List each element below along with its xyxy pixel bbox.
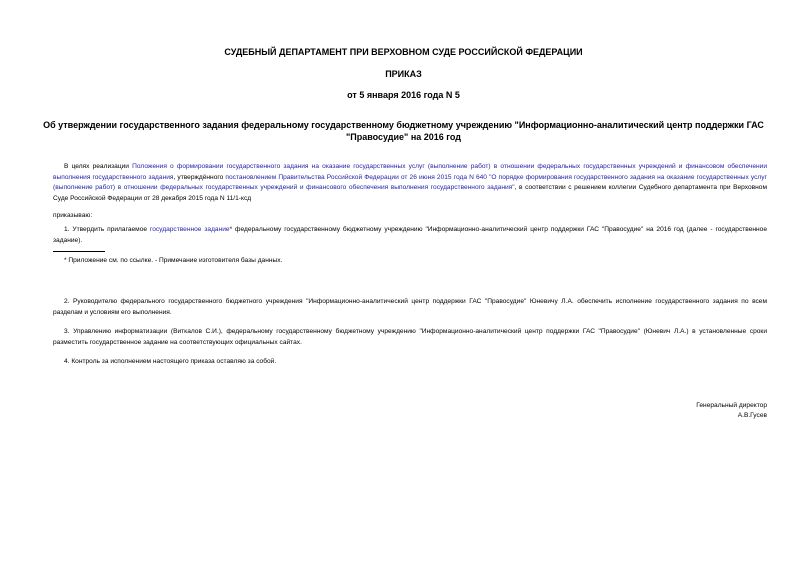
document-title: Об утверждении государственного задания федеральному государственному бюджетному учреждению "Информационно-аналитический центр поддержки ГАС "Правосудие" на 2016 год [43,120,764,142]
order-item-2: 2. Руководителю федерального государственного бюджетного учреждения "Информационно-аналитический центр поддержки ГАС "Правосудие" Юневичу Л.А. обеспечить исполнение государственного задания по всем разделам и условиям его выполнения. [53,298,767,316]
state-assignment-link[interactable]: государственное задание [149,226,230,233]
government-resolution-link[interactable]: постановлением Правительства Российской Федерации от 26 июня 2015 года N 640 "О порядке формирования государственного задания на оказание государственных услуг (выполнение работ) в отношении федеральных государственных учреждений и финансового обеспечения выполнения государственного задания" [53,173,767,191]
footnote: * Приложение см. по ссылке. - Примечание изготовителя базы данных. [64,257,283,264]
document-type: ПРИКАЗ [385,69,422,79]
signatory-position: Генеральный директор [696,402,767,409]
item1-prefix: 1. Утвердить прилагаемое [64,226,150,233]
intro-mid: , утверждённого [173,173,226,181]
order-item-3: 3. Управлению информатизации (Виткалов С.И.), федеральному государственному бюджетному учреждению "Информационно-аналитический центр поддержки ГАС "Правосудие" (Юневич Л.А.) в установленные сроки разместить государственное задание на соответствующих официальных сайтах. [53,328,767,346]
footnote-divider [53,251,105,252]
intro-prefix: В целях реализации [64,163,133,170]
order-item-1 [53,225,767,246]
item1-suffix: * федеральному государственному бюджетному учреждению "Информационно-аналитический центр поддержки ГАС "Правосудие" на 2016 год (далее - государственное задание). [53,226,767,244]
regulation-link[interactable]: Положения о формировании государственного задания на оказание государственных услуг (выполнение работ) в отношении федеральных государственных учреждений и финансовом обеспечении выполнения государственного задания [53,163,768,181]
document-date-number: от 5 января 2016 года N 5 [347,90,460,100]
order-item-4: 4. Контроль за исполнением настоящего приказа оставляю за собой. [64,358,277,365]
signatory-name: А.В.Гусев [737,412,767,419]
order-word: приказываю: [53,212,93,219]
organization-heading: СУДЕБНЫЙ ДЕПАРТАМЕНТ ПРИ ВЕРХОВНОМ СУДЕ РОССИЙСКОЙ ФЕДЕРАЦИИ [224,47,583,57]
intro-suffix: , в соответствии с решением коллегии Судебного департамента при Верховном Суде Российской Федерации от 28 декабря 2015 года N 11/1-ксд [53,184,767,202]
intro-paragraph [53,162,767,204]
